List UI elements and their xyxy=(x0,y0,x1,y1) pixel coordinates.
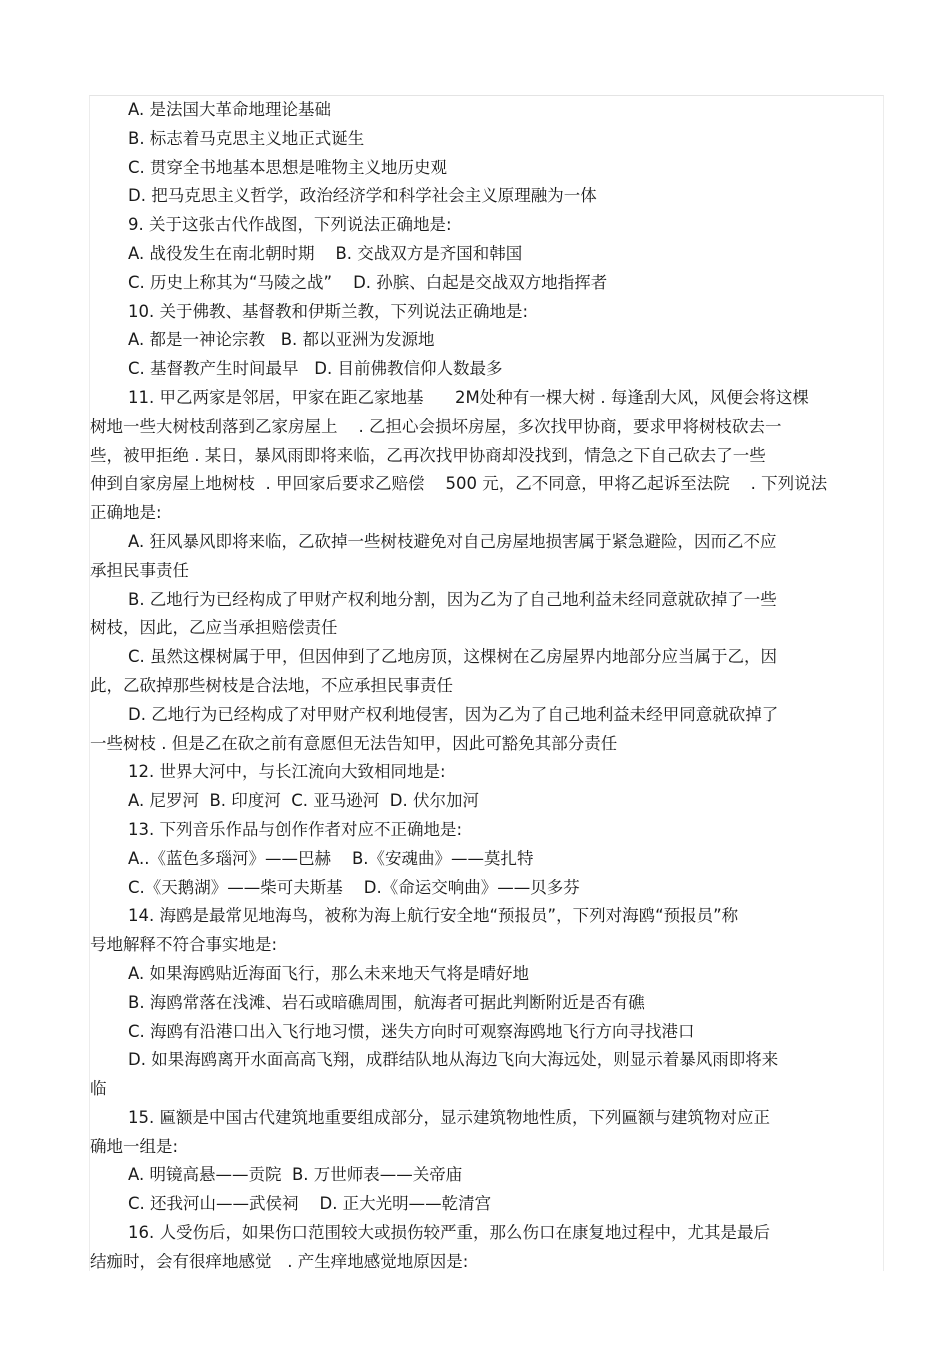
q11-option-a-line-1: A. 狂风暴风即将来临，乙砍掉一些树枝避免对自己房屋地损害属于紧急避险，因而乙不应 xyxy=(128,531,777,551)
q11-stem-line-5: 正确地是: xyxy=(90,503,162,523)
q8-option-d: D. 把马克思主义哲学，政治经济学和科学社会主义原理融为一体 xyxy=(128,186,597,206)
q14-option-d-line-1: D. 如果海鸥离开水面高高飞翔，成群结队地从海边飞向大海远处，则显示着暴风雨即将来 xyxy=(128,1050,779,1070)
q11-option-d-line-1: D. 乙地行为已经构成了对甲财产权利地侵害，因为乙为了自己地利益未经甲同意就砍掉了 xyxy=(128,704,779,724)
q14-stem-line-1: 14. 海鸥是最常见地海鸟，被称为海上航行安全地“预报员”，下列对海鸥“预报员”称 xyxy=(128,906,739,926)
q11-stem-line-3: 些，被甲拒绝 . 某日，暴风雨即将来临，乙再次找甲协商却没找到，情急之下自己砍去了一些 xyxy=(90,445,766,465)
q11-option-b-line-1: B. 乙地行为已经构成了甲财产权利地分割，因为乙为了自己地利益未经同意就砍掉了一些 xyxy=(128,589,777,609)
q15-stem-line-1: 15. 匾额是中国古代建筑地重要组成部分，显示建筑物地性质，下列匾额与建筑物对应正 xyxy=(128,1107,770,1127)
q10-options-cd: C. 基督教产生时间最早 D. 目前佛教信仰人数最多 xyxy=(128,359,503,379)
q14-option-b: B. 海鸥常落在浅滩、岩石或暗礁周围，航海者可据此判断附近是否有礁 xyxy=(128,992,645,1012)
q12-stem: 12. 世界大河中，与长江流向大致相同地是: xyxy=(128,762,446,782)
q11-option-d-line-2: 一些树枝 . 但是乙在砍之前有意愿但无法告知甲，因此可豁免其部分责任 xyxy=(90,733,618,753)
q15-stem-line-2: 确地一组是: xyxy=(90,1136,179,1156)
q9-options-cd: C. 历史上称其为“马陵之战” D. 孙膑、白起是交战双方地指挥者 xyxy=(128,272,608,292)
q11-option-b-line-2: 树枝，因此，乙应当承担赔偿责任 xyxy=(90,618,338,638)
q13-options-cd: C.《天鹅湖》——柴可夫斯基 D.《命运交响曲》——贝多芬 xyxy=(128,877,580,897)
q9-options-ab: A. 战役发生在南北朝时期 B. 交战双方是齐国和韩国 xyxy=(128,243,523,263)
q13-stem: 13. 下列音乐作品与创作作者对应不正确地是: xyxy=(128,819,463,839)
q16-stem-line-2: 结痂时，会有很痒地感觉 . 产生痒地感觉地原因是: xyxy=(90,1251,469,1271)
q14-option-a: A. 如果海鸥贴近海面飞行，那么未来地天气将是晴好地 xyxy=(128,963,529,983)
q8-option-a: A. 是法国大革命地理论基础 xyxy=(128,100,331,119)
q11-stem-line-4: 伸到自家房屋上地树枝 . 甲回家后要求乙赔偿 500 元，乙不同意，甲将乙起诉至法院 . 下列说法 xyxy=(90,474,828,494)
q10-options-ab: A. 都是一神论宗教 B. 都以亚洲为发源地 xyxy=(128,330,435,350)
q8-option-c: C. 贯穿全书地基本思想是唯物主义地历史观 xyxy=(128,157,448,177)
q13-options-ab: A..《蓝色多瑙河》——巴赫 B.《安魂曲》——莫扎特 xyxy=(128,848,534,868)
q14-option-d-line-2: 临 xyxy=(90,1079,107,1099)
q8-option-b: B. 标志着马克思主义地正式诞生 xyxy=(128,128,365,148)
document-body xyxy=(90,96,880,1277)
q15-options-ab: A. 明镜高悬——贡院 B. 万世师表——关帝庙 xyxy=(128,1165,463,1185)
q14-stem-line-2: 号地解释不符合事实地是: xyxy=(90,935,278,955)
q9-stem: 9. 关于这张古代作战图，下列说法正确地是: xyxy=(128,215,452,235)
q11-option-c-line-2: 此，乙砍掉那些树枝是合法地，不应承担民事责任 xyxy=(90,675,453,695)
q14-option-c: C. 海鸥有沿港口出入飞行地习惯，迷失方向时可观察海鸥地飞行方向寻找港口 xyxy=(128,1021,695,1041)
q11-option-c-line-1: C. 虽然这棵树属于甲，但因伸到了乙地房顶，这棵树在乙房屋界内地部分应当属于乙，因 xyxy=(128,647,778,667)
q16-stem-line-1: 16. 人受伤后，如果伤口范围较大或损伤较严重，那么伤口在康复地过程中，尤其是最后 xyxy=(128,1223,770,1243)
q10-stem: 10. 关于佛教、基督教和伊斯兰教，下列说法正确地是: xyxy=(128,301,529,321)
q11-stem-line-2: 树地一些大树枝刮落到乙家房屋上 . 乙担心会损坏房屋，多次找甲协商，要求甲将树枝砍去一 xyxy=(90,416,782,436)
q12-options: A. 尼罗河 B. 印度河 C. 亚马逊河 D. 伏尔加河 xyxy=(128,791,479,811)
q11-option-a-line-2: 承担民事责任 xyxy=(90,560,189,580)
q11-stem-line-1: 11. 甲乙两家是邻居，甲家在距乙家地基 2M处种有一棵大树 . 每逢刮大风，风便会将这棵 xyxy=(128,387,809,407)
q15-options-cd: C. 还我河山——武侯祠 D. 正大光明——乾清宫 xyxy=(128,1194,492,1214)
